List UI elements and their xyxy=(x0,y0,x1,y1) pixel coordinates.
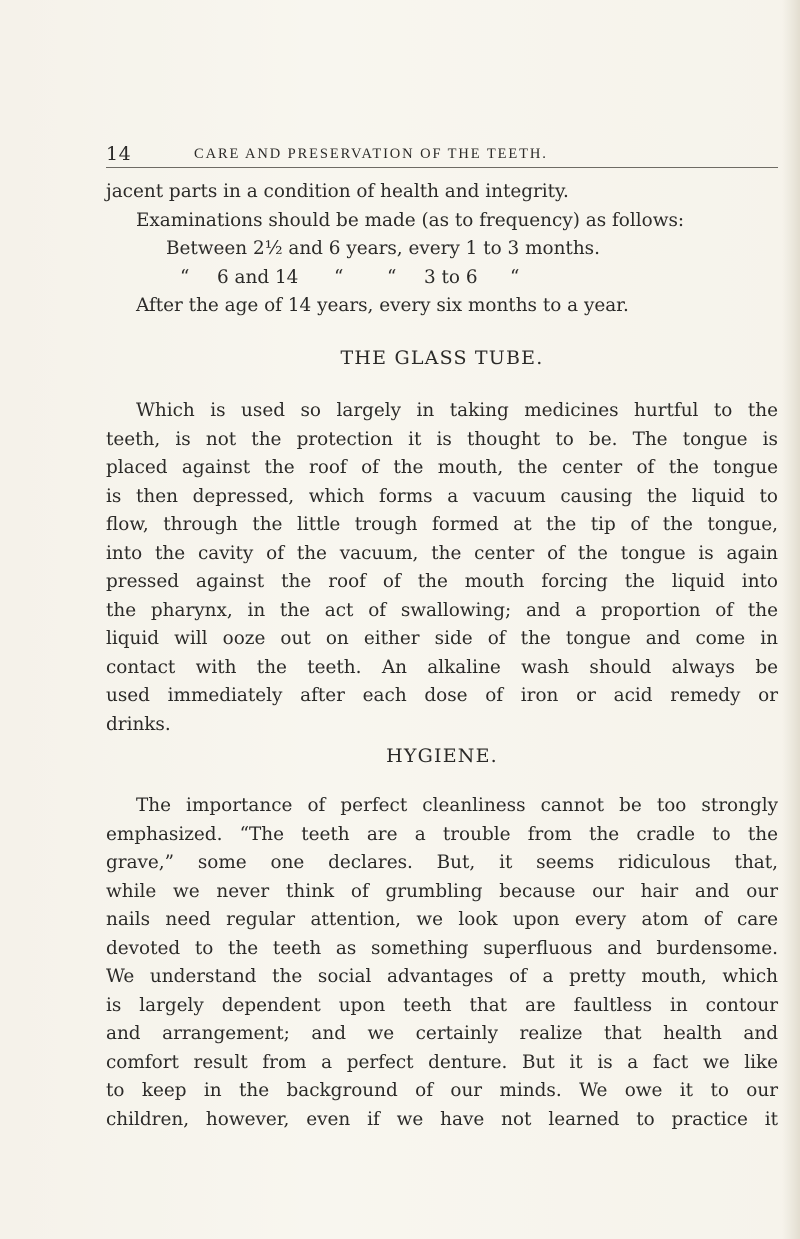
section-heading-glass-tube: THE GLASS TUBE. xyxy=(340,347,544,369)
text-line: children, however, even if we have not learned to practice it xyxy=(106,1108,778,1130)
text-line: and arrangement; and we certainly realize that health and xyxy=(106,1023,778,1044)
hygiene-paragraph xyxy=(106,792,778,1134)
text-line: Which is used so largely in taking medicines hurtful to the xyxy=(136,400,778,421)
text-line: jacent parts in a condition of health and integrity. xyxy=(106,181,569,202)
ditto-mark: “ xyxy=(510,266,520,288)
text-line: pressed against the roof of the mouth forcing the liquid into xyxy=(106,571,778,592)
text-line: used immediately after each dose of iron or acid remedy or xyxy=(106,685,778,706)
text-line: is largely dependent upon teeth that are faultless in contour xyxy=(106,994,778,1016)
text-line: comfort result from a perfect denture. But it is a fact we like xyxy=(106,1051,778,1073)
schedule-row: Between 2½ and 6 years, every 1 to 3 months. xyxy=(166,238,600,259)
section-heading-hygiene: HYGIENE. xyxy=(386,745,498,767)
glass-tube-paragraph xyxy=(106,397,778,739)
text-line: to keep in the background of our minds. We owe it to our xyxy=(106,1080,778,1101)
text-line: nails need regular attention, we look upon every atom of care xyxy=(106,909,778,930)
text-line: emphasized. “The teeth are a trouble from the cradle to the xyxy=(106,823,778,845)
text-line: into the cavity of the vacuum, the center of the tongue is again xyxy=(106,542,778,564)
schedule-interval: 3 to 6 xyxy=(424,266,478,288)
ditto-mark: “ xyxy=(180,266,190,288)
ditto-mark: “ xyxy=(387,266,397,288)
text-line: flow, through the little trough formed at the tip of the tongue, xyxy=(106,514,778,535)
text-line: The importance of perfect cleanliness cannot be too strongly xyxy=(136,795,778,816)
schedule-age-range: 6 and 14 xyxy=(217,266,299,288)
text-line: the pharynx, in the act of swallowing; and a proportion of the xyxy=(106,599,778,621)
text-line: After the age of 14 years, every six months to a year. xyxy=(136,295,629,316)
intro-block xyxy=(106,178,778,321)
ditto-mark: “ xyxy=(334,266,344,288)
header-rule xyxy=(106,167,778,168)
schedule-row-ditto xyxy=(106,264,778,293)
text-line: teeth, is not the protection it is thought to be. The tongue is xyxy=(106,428,778,450)
text-line: We understand the social advantages of a pretty mouth, which xyxy=(106,966,778,987)
text-line: drinks. xyxy=(106,713,171,735)
text-line: is then depressed, which forms a vacuum causing the liquid to xyxy=(106,485,778,507)
page-edge-shading xyxy=(782,0,800,1239)
text-line: devoted to the teeth as something superfluous and burdensome. xyxy=(106,937,778,959)
text-line: liquid will ooze out on either side of the tongue and come in xyxy=(106,628,778,649)
text-line: Examinations should be made (as to frequency) as follows: xyxy=(136,209,685,231)
running-title: CARE AND PRESERVATION OF THE TEETH. xyxy=(194,146,548,162)
text-line: placed against the roof of the mouth, the center of the tongue xyxy=(106,457,778,478)
text-line: while we never think of grumbling because our hair and our xyxy=(106,880,778,902)
text-line: grave,” some one declares. But, it seems ridiculous that, xyxy=(106,852,778,873)
text-line: contact with the teeth. An alkaline wash should always be xyxy=(106,656,778,678)
running-head xyxy=(106,143,778,167)
page-number: 14 xyxy=(106,143,132,165)
